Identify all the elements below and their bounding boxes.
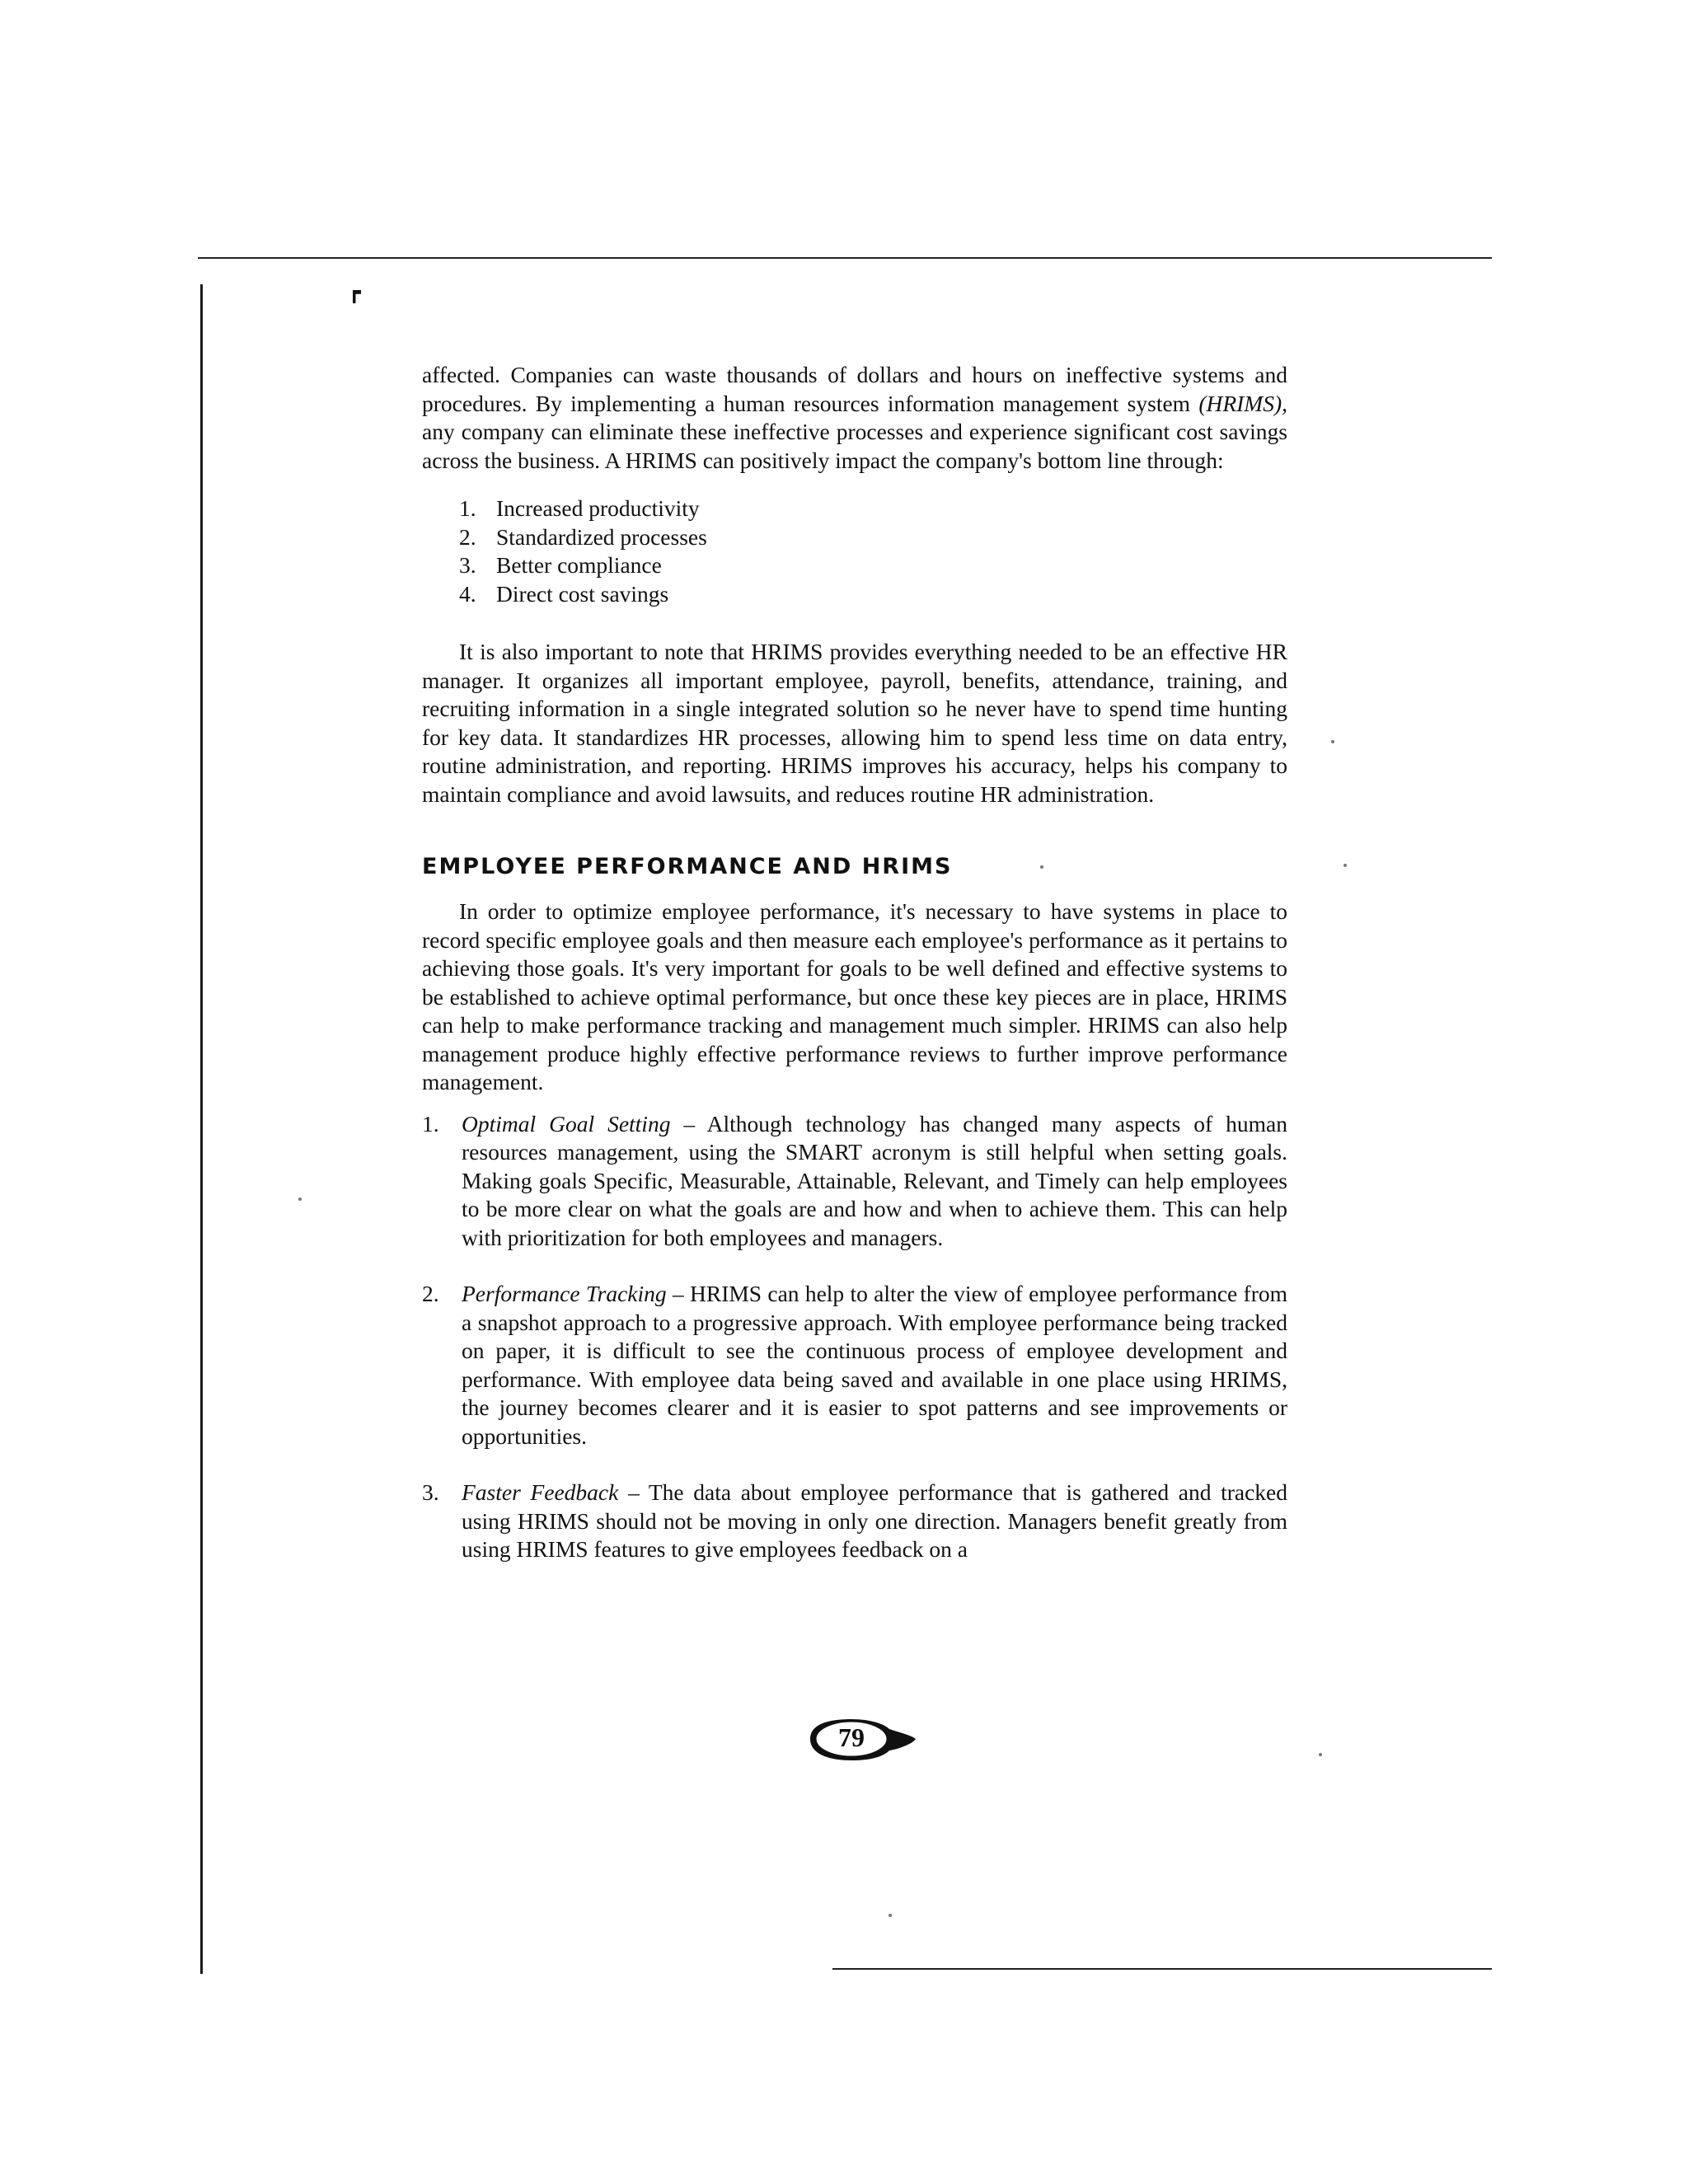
list-item: [459, 523, 1287, 552]
item-text: – The data about employee performance that is gathered and tracked using HRIMS should not be moving in only one direction. Managers benefit greatly from using HRIMS features to give employees feedback on a: [462, 1479, 1288, 1562]
intro-text-end: any company can eliminate these ineffective processes and experience significant cost savings across the business. A HRIMS can positively impact the company's bottom line through:: [422, 419, 1287, 473]
scan-speck: [1331, 740, 1334, 743]
list-body: [462, 1479, 1287, 1564]
paragraph-performance: In order to optimize employee performance, it's necessary to have systems in place to record specific employee goals and then measure each employee's performance as it pertains to achieving those goals. It's very important for goals to be well defined and effective systems to be established to achieve optimal performance, but once these key pieces are in place, HRIMS can help to make performance tracking and management much simpler. HRIMS can also help management produce highly effective performance reviews to further improve performance management.: [422, 898, 1287, 1094]
list-text: Increased productivity: [496, 495, 700, 521]
list-number: 3.: [459, 552, 476, 578]
list-item: [422, 1110, 1287, 1253]
intro-text: affected. Companies can waste thousands of dollars and hours on ineffective systems and procedures. By implementing a human resources information management system: [422, 362, 1287, 416]
intro-acronym: (HRIMS),: [1198, 390, 1287, 416]
section-heading: EMPLOYEE PERFORMANCE AND HRIMS: [422, 854, 953, 879]
item-title: Optimal Goal Setting: [462, 1110, 671, 1137]
list-number: 2.: [422, 1281, 439, 1306]
paragraph-hr-manager: It is also important to note that HRIMS provides everything needed to be an effective HR manager. It organizes all important employee, payroll, benefits, attendance, training, and recruiting information in a single integrated solution so he never have to spend time hunting for key data. It standardizes HR processes, allowing him to spend less time on data entry, routine administration, and reporting. HRIMS improves his accuracy, helps his company to maintain compliance and avoid lawsuits, and reduces routine HR administration.: [422, 639, 1287, 807]
list-item: [459, 551, 1287, 580]
list-item: [422, 1280, 1287, 1451]
left-rule: [200, 284, 203, 1974]
bottom-rule: [832, 1968, 1492, 1970]
item-title: Faster Feedback: [462, 1479, 619, 1505]
item-text: – HRIMS can help to alter the view of employee performance from a snapshot approach to a progressive approach. With employee performance being tracked on paper, it is difficult to see the continuous process of employee development and performance. With employee data being saved and available in one place using HRIMS, the journey becomes clearer and it is easier to spot patterns and see improvements or opportunities.: [462, 1281, 1288, 1449]
benefits-list: [422, 494, 1287, 608]
list-number: 1.: [422, 1110, 439, 1137]
scan-speck: [298, 1197, 302, 1201]
scan-speck: [1319, 1753, 1322, 1756]
list-text: Direct cost savings: [496, 580, 669, 607]
list-item: [459, 494, 1287, 523]
list-body: [462, 1280, 1287, 1451]
page-content: [422, 361, 1287, 1592]
list-number: 4.: [459, 580, 476, 607]
list-text: Better compliance: [496, 552, 662, 578]
item-text: – Although technology has changed many aspects of human resources management, using the SMART acronym is still helpful when setting goals. Making goals Specific, Measurable, Attainable, Relevant, and Timely can help employees to be more clear on what the goals are and how and when to achieve them. This can help with prioritization for both employees and managers.: [462, 1110, 1287, 1250]
page-number: 79: [838, 1722, 865, 1752]
list-body: [462, 1110, 1287, 1253]
item-title: Performance Tracking: [462, 1281, 667, 1306]
list-number: 1.: [459, 495, 476, 521]
list-number: 2.: [459, 523, 476, 550]
list-item: [459, 580, 1287, 609]
page-number-badge: [804, 1716, 919, 1762]
list-text: Standardized processes: [496, 523, 707, 550]
scan-speck: [1343, 864, 1347, 867]
list-number: 3.: [422, 1479, 439, 1505]
scan-speck: [889, 1914, 892, 1917]
top-rule: [198, 257, 1492, 259]
list-item: [422, 1479, 1287, 1564]
corner-mark: [353, 290, 361, 303]
performance-items: [422, 1110, 1287, 1564]
intro-paragraph: [422, 361, 1287, 475]
